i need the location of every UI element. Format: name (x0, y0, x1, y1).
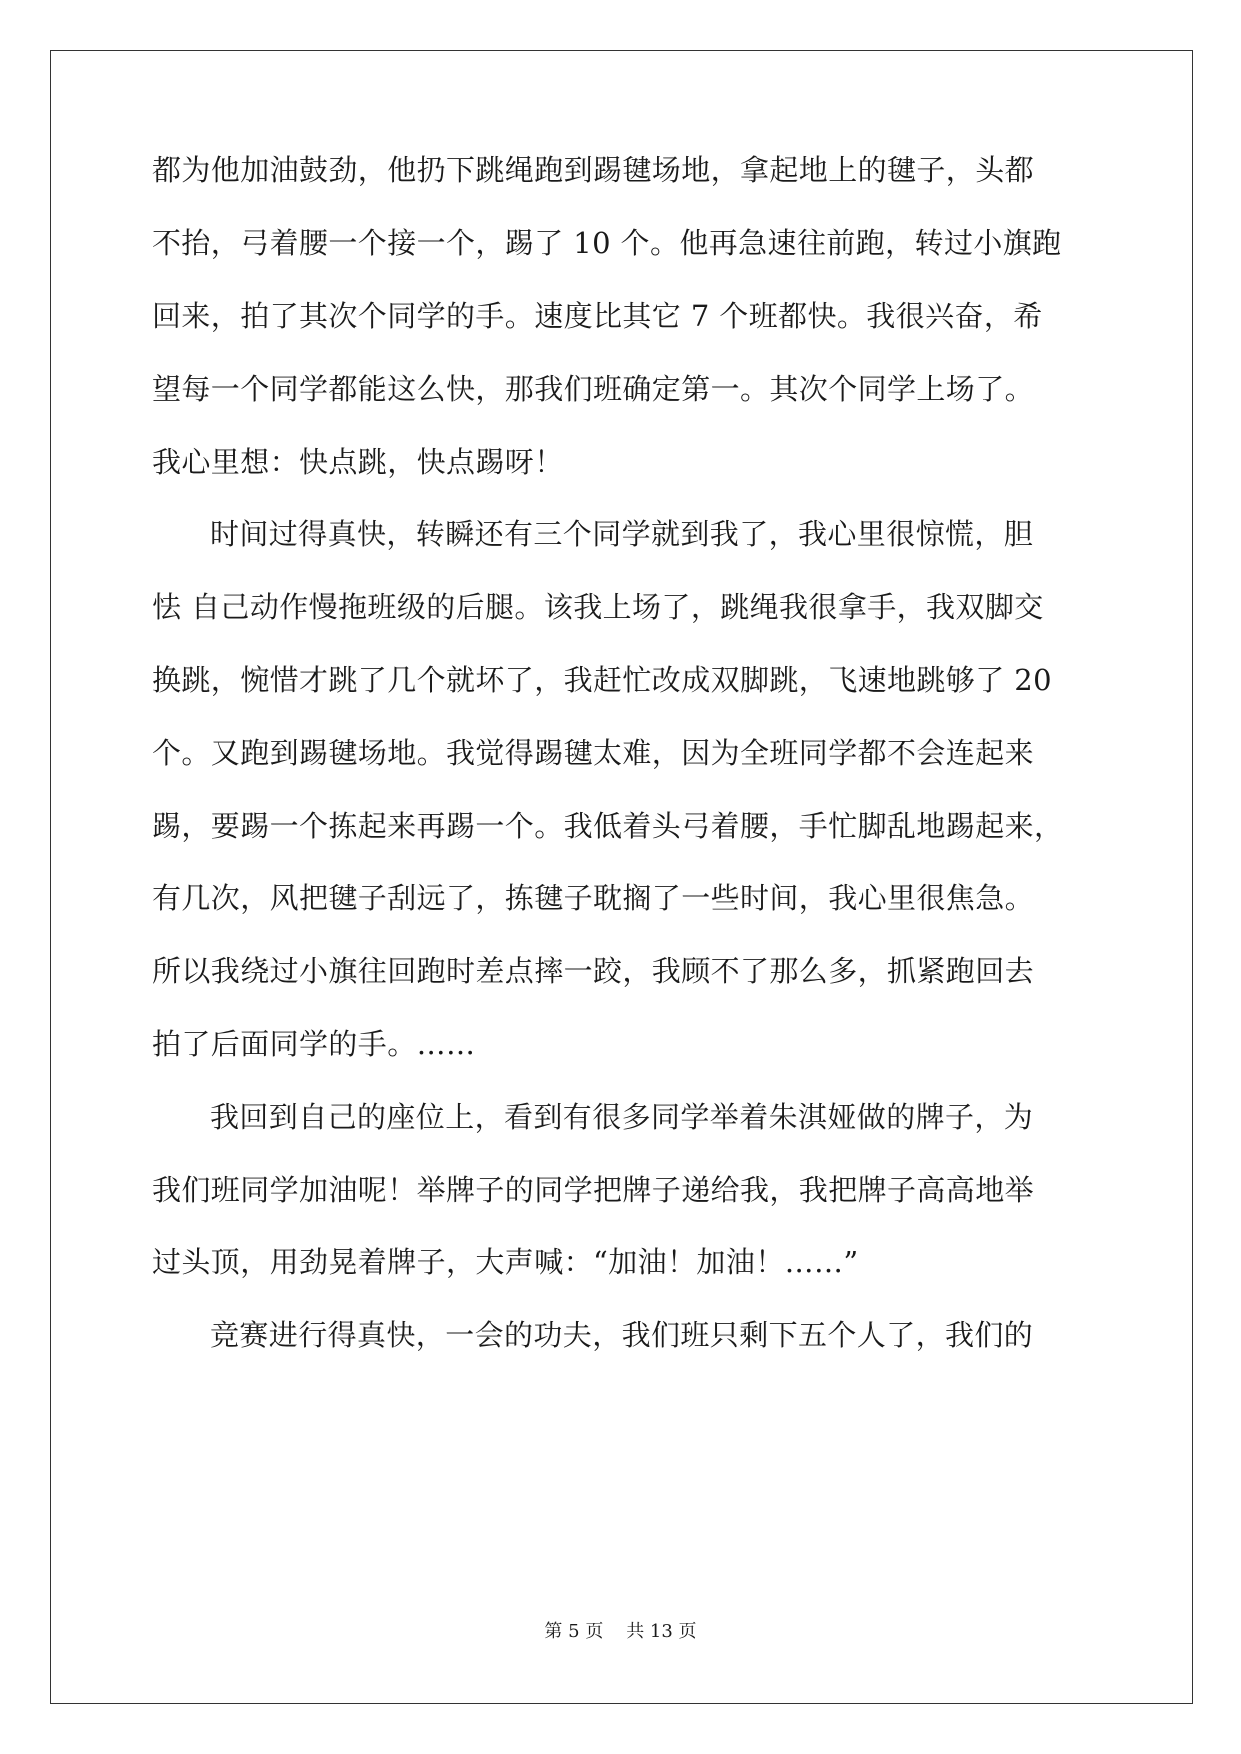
text-line: 我们班同学加油呢！举牌子的同学把牌子递给我，我把牌子高高地举 (152, 1173, 1035, 1207)
paragraph-first-line: 我回到自己的座位上，看到有很多同学举着朱淇娅做的牌子，为 (210, 1100, 1034, 1134)
text-line: 拍了后面同学的手。…… (152, 1027, 476, 1061)
text-line: 都为他加油鼓劲，他扔下跳绳跑到踢毽场地，拿起地上的毽子，头都 (152, 153, 1035, 187)
text-line: 过头顶，用劲晃着牌子，大声喊：“加油！加油！……” (152, 1245, 859, 1279)
paragraph-first-line: 时间过得真快，转瞬还有三个同学就到我了，我心里很惊慌，胆 (210, 517, 1034, 551)
text-line: 怯 自己动作慢拖班级的后腿。该我上场了，跳绳我很拿手，我双脚交 (152, 590, 1044, 624)
text-line: 回来，拍了其次个同学的手。速度比其它 7 个班都快。我很兴奋，希 (152, 299, 1043, 333)
text-line: 所以我绕过小旗往回跑时差点摔一跤，我顾不了那么多，抓紧跑回去 (152, 954, 1035, 988)
page-number-footer: 第 5 页 共 13 页 (544, 1621, 697, 1642)
text-line: 我心里想：快点跳，快点踢呀！ (152, 445, 564, 479)
text-line: 踢，要踢一个拣起来再踢一个。我低着头弓着腰，手忙脚乱地踢起来， (152, 809, 1064, 843)
text-line: 望每一个同学都能这么快，那我们班确定第一。其次个同学上场了。 (152, 372, 1035, 406)
text-line: 有几次，风把毽子刮远了，拣毽子耽搁了一些时间，我心里很焦急。 (152, 881, 1035, 915)
text-line: 不抬，弓着腰一个接一个，踢了 10 个。他再急速往前跑，转过小旗跑 (152, 226, 1062, 260)
paragraph-first-line: 竞赛进行得真快，一会的功夫，我们班只剩下五个人了，我们的 (210, 1318, 1034, 1352)
text-line: 个。又跑到踢毽场地。我觉得踢毽太难，因为全班同学都不会连起来 (152, 736, 1035, 770)
text-line: 换跳，惋惜才跳了几个就坏了，我赶忙改成双脚跳，飞速地跳够了 20 (152, 663, 1052, 697)
